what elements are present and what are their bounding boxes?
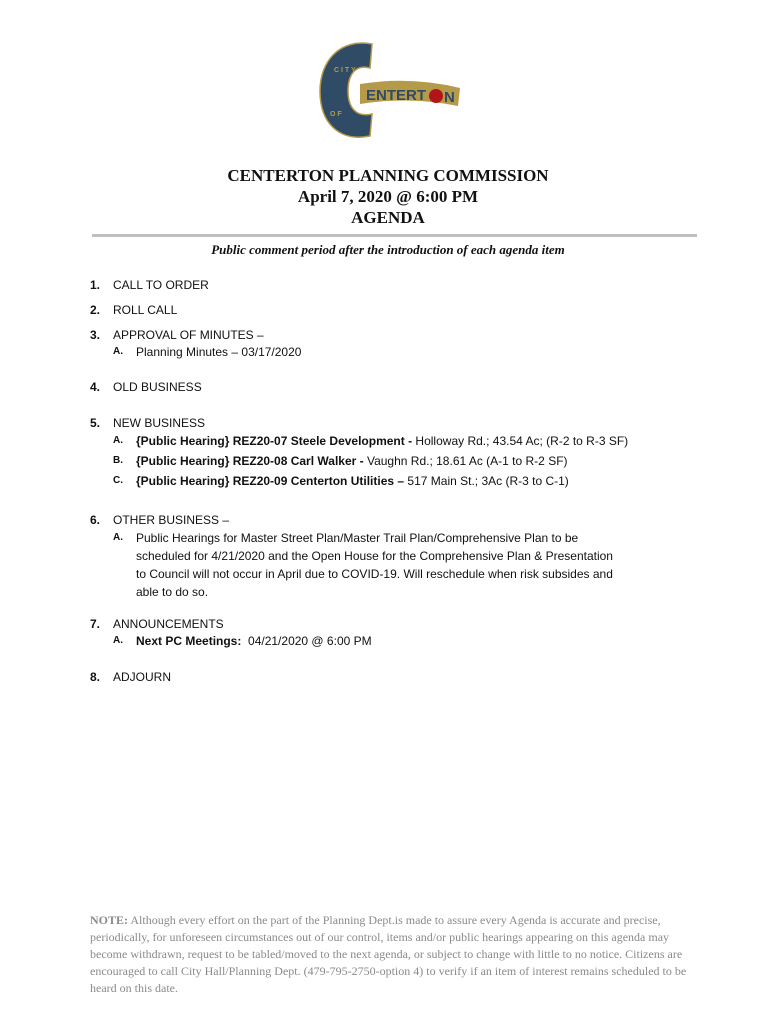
sub-item	[136, 454, 568, 468]
sub-item-title: Next PC Meetings:	[136, 634, 242, 648]
item-number: 5.	[90, 416, 101, 430]
sub-item-letter: A.	[113, 532, 123, 543]
item-label: NEW BUSINESS	[113, 416, 206, 430]
note-text: Although every effort on the part of the Planning Dept.is made to assure every Agenda is accurate and precise, periodically, for unforeseen circumstances out of our control, items and/or public hearings appearing on this agenda may become withdrawn, request to be tabled/moved to the next agenda, or subject to change with little to no notice. Citizens are encouraged to call City Hall/Planning Dept. (479-795-2750-option 4) to verify if an item of interest remains scheduled to be heard on this date.	[90, 913, 687, 995]
sub-item-title: {Public Hearing} REZ20-09 Centerton Utilities –	[136, 474, 405, 488]
item-number: 3.	[90, 328, 101, 342]
sub-item-text: Vaughn Rd.; 18.61 Ac (A-1 to R-2 SF)	[363, 454, 568, 468]
item-label: APPROVAL OF MINUTES –	[113, 328, 264, 342]
sub-item-text: Holloway Rd.; 43.54 Ac; (R-2 to R-3 SF)	[412, 434, 629, 448]
sub-item	[136, 434, 628, 448]
sub-item	[136, 345, 301, 359]
svg-text:ENTERT: ENTERT	[366, 87, 426, 104]
note-label: NOTE:	[90, 913, 129, 927]
item-number: 6.	[90, 513, 101, 527]
item-label: ANNOUNCEMENTS	[113, 617, 224, 631]
svg-text:C I T Y: C I T Y	[334, 67, 356, 74]
item-number: 4.	[90, 380, 101, 394]
item-number: 2.	[90, 303, 101, 317]
svg-text:O F: O F	[330, 111, 342, 118]
item-label: OLD BUSINESS	[113, 380, 202, 394]
note	[90, 912, 700, 997]
subtitle: Public comment period after the introduction of each agenda item	[211, 242, 565, 257]
sub-item-letter: C.	[113, 475, 123, 486]
sub-item-text: 517 Main St.; 3Ac (R-3 to C-1)	[404, 474, 569, 488]
item-label: ADJOURN	[113, 670, 172, 684]
divider	[92, 234, 697, 237]
sub-item	[136, 634, 372, 648]
item-label: ROLL CALL	[113, 303, 178, 317]
sub-item-line: able to do so.	[136, 585, 209, 599]
sub-item	[136, 474, 569, 488]
sub-item-text: 04/21/2020 @ 6:00 PM	[241, 634, 372, 648]
sub-item-text: Planning Minutes – 03/17/2020	[136, 345, 302, 359]
sub-item-line: Public Hearings for Master Street Plan/Master Trail Plan/Comprehensive Plan to be	[136, 531, 579, 545]
item-number: 7.	[90, 617, 101, 631]
sub-item-line: scheduled for 4/21/2020 and the Open House for the Comprehensive Plan & Presentation	[136, 549, 613, 563]
item-label: CALL TO ORDER	[113, 278, 209, 292]
sub-item-letter: A.	[113, 635, 123, 646]
sub-item-letter: A.	[113, 435, 123, 446]
item-label: OTHER BUSINESS –	[113, 513, 230, 527]
agenda-heading: AGENDA	[351, 208, 425, 227]
page-title: CENTERTON PLANNING COMMISSION	[227, 166, 549, 185]
sub-item-letter: B.	[113, 455, 123, 466]
item-number: 1.	[90, 278, 101, 292]
meeting-date: April 7, 2020 @ 6:00 PM	[297, 187, 479, 206]
sub-item-letter: A.	[113, 346, 123, 357]
svg-text:N: N	[444, 89, 455, 106]
centerton-logo	[310, 36, 470, 146]
sub-item-line: to Council will not occur in April due to COVID-19. Will reschedule when risk subsides and	[136, 567, 613, 581]
sub-item-title: {Public Hearing} REZ20-08 Carl Walker -	[136, 454, 364, 468]
sub-item-title: {Public Hearing} REZ20-07 Steele Development -	[136, 434, 413, 448]
item-number: 8.	[90, 670, 101, 684]
